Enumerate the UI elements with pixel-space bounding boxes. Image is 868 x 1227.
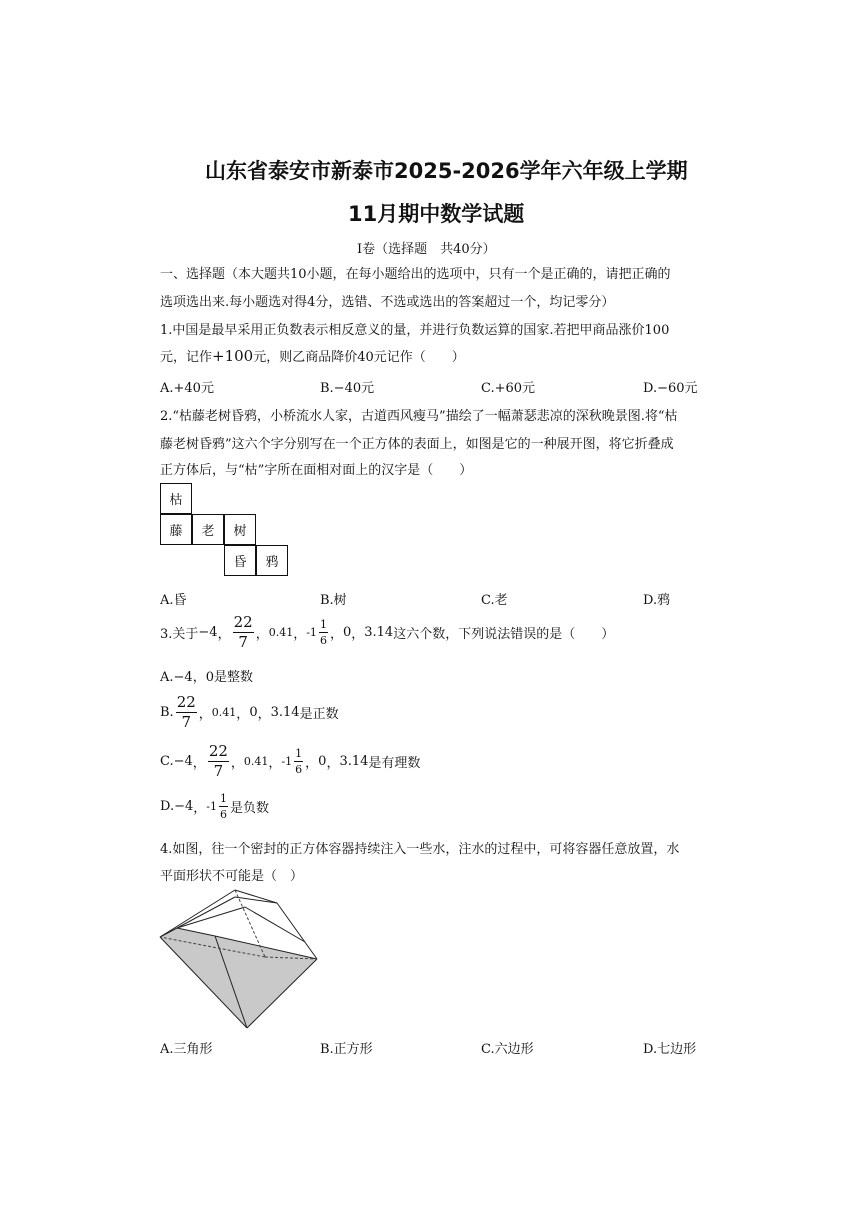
q3-option-c-mixed-fraction [294,748,303,775]
q3-option-d-text: 是负数 [230,801,270,816]
q3-option-d-mixed-num: 1 [220,792,227,805]
q3-suffix: 这六个数，下列说法错误的是（ ） [393,627,615,642]
q3-sep: ， [326,756,340,771]
net-face-3: 老 [192,514,224,545]
document-title-line-2: 11月期中数学试题 [348,202,525,226]
cube-water-diagram [155,885,345,1033]
q4-option-a: A.三角形 [160,1042,213,1057]
q2-option-b: B.树 [320,593,347,608]
q3-stem [160,615,614,650]
q3-option-d-label: D. [160,799,175,814]
q3-sep: ， [192,756,206,771]
q2-stem-line-1: 2.“枯藤老树昏鸦，小桥流水人家，古道西风瘦马”描绘了一幅萧瑟悲凉的深秋晚景图.将“枯 [160,409,678,424]
q3-sep: ， [217,627,231,642]
q3-mixed-den: 6 [319,634,327,647]
q3-option-c-frac-den: 7 [213,762,224,780]
q4-stem-line-2: 平面形状不可能是（ ） [160,869,304,884]
q3-frac-den: 7 [238,633,248,651]
q3-option-c-n1: −4 [173,754,193,769]
q3-option-a [160,666,253,685]
q3-prefix: 3.关于 [160,627,199,642]
q3-option-c-n3: 0.41 [243,755,269,768]
q1-text-b: 元，则乙商品降价40元记作（ ） [253,350,465,365]
q3-sep: ， [268,756,282,771]
q3-option-c [160,744,420,779]
q2-option-d: D.鸦 [643,593,671,608]
q3-option-d-mixed-den: 6 [220,808,227,821]
net-face-2: 藤 [160,514,192,545]
q3-sep: ， [193,801,207,816]
q2-stem-line-3: 正方体后，与“枯”字所在面相对面上的汉字是（ ） [160,463,473,478]
q2-stem-line-2: 藤老树昏鸦”这六个字分别写在一个正方体的表面上，如图是它的一种展开图，将它折叠成 [160,437,674,452]
q1-stem-line-1: 1.中国是最早采用正负数表示相反意义的量，并进行负数运算的国家.若把甲商品涨价100 [160,323,670,338]
q3-sep: ， [230,756,244,771]
q3-option-c-n6: 3.14 [339,754,369,769]
q4-stem-line-1: 4.如图，往一个密封的正方体容器持续注入一些水，注水的过程中，可将容器任意放置，水 [160,842,680,857]
q3-sep: ， [305,756,319,771]
q2-option-a: A.昏 [160,593,187,608]
q3-frac-num: 22 [233,613,253,631]
q3-sep: ， [351,627,365,642]
q1-stem-line-2 [160,346,465,365]
q1-option-a: A.+40元 [160,381,214,396]
q3-option-a-text: 是整数 [214,670,254,685]
q3-option-c-frac-num: 22 [208,742,228,760]
q3-option-b-text: 是正数 [299,707,339,722]
q3-option-b-n5: 0 [249,705,258,720]
section-header: Ⅰ卷（选择题 共40分） [357,242,496,257]
q3-option-b-n6: 3.14 [270,705,300,720]
q3-option-b-n3: 0.41 [211,706,237,719]
q3-option-d-mixed-fraction [219,793,228,820]
q3-sep: ， [192,670,206,685]
q3-option-a-n1: −4 [173,670,193,685]
part-intro-line-2: 选项选出来.每小题选对得4分，选错、不选或选出的答案超过一个，均记零分） [160,295,615,310]
cube-edge [235,890,277,903]
q3-option-d [160,793,269,820]
q1-value: +100 [212,347,254,365]
q3-option-b [160,695,339,730]
q3-option-b-frac-num: 22 [176,693,196,711]
q3-n1: −4 [198,625,218,640]
net-face-6: 鸦 [256,545,288,576]
q3-sep: ， [255,627,269,642]
q3-option-a-label: A. [160,670,174,685]
q4-option-d: D.七边形 [643,1042,697,1057]
document-title-line-1: 山东省泰安市新泰市2025-2026学年六年级上学期 [205,159,688,183]
q3-sep: ， [293,627,307,642]
q3-mixed-num: 1 [319,618,327,631]
q1-option-b: B.−40元 [320,381,375,396]
net-face-1: 枯 [160,483,192,514]
q3-n5: 0 [342,625,352,640]
q4-option-c: C.六边形 [481,1042,534,1057]
q1-option-d: D.−60元 [643,381,698,396]
q3-option-c-mixed-num: 1 [295,747,303,760]
q3-option-b-label: B. [160,705,174,720]
q3-sep: ， [236,707,250,722]
q3-option-b-fraction [176,695,197,730]
q3-option-a-n5: 0 [205,670,214,685]
net-face-5: 昏 [224,545,256,576]
q3-option-c-n5: 0 [318,754,327,769]
q3-option-c-fraction [208,744,229,779]
q3-option-c-mixed-whole: -1 [281,755,293,768]
q3-mixed-fraction [319,619,328,646]
part-intro-line-1: 一、选择题（本大题共10小题，在每小题给出的选项中，只有一个是正确的，请把正确的 [160,267,671,282]
q3-n3: 0.41 [268,626,294,639]
net-face-4: 树 [224,514,256,545]
q3-n6: 3.14 [364,625,394,640]
q2-option-c: C.老 [481,593,508,608]
q3-option-d-mixed-whole: -1 [206,800,217,813]
q1-text-a: 元，记作 [160,350,213,365]
q4-option-b: B.正方形 [320,1042,373,1057]
q3-option-b-frac-den: 7 [181,713,191,731]
q3-option-c-mixed-den: 6 [295,763,303,776]
q3-sep: ， [198,707,212,722]
q1-option-c: C.+60元 [481,381,536,396]
q3-option-d-n1: −4 [174,799,194,814]
q3-option-c-label: C. [160,754,174,769]
q3-sep: ， [257,707,271,722]
q3-mixed-whole: -1 [306,626,317,639]
q3-fraction [233,615,254,650]
q3-sep: ， [329,627,343,642]
q3-option-c-text: 是有理数 [368,756,421,771]
